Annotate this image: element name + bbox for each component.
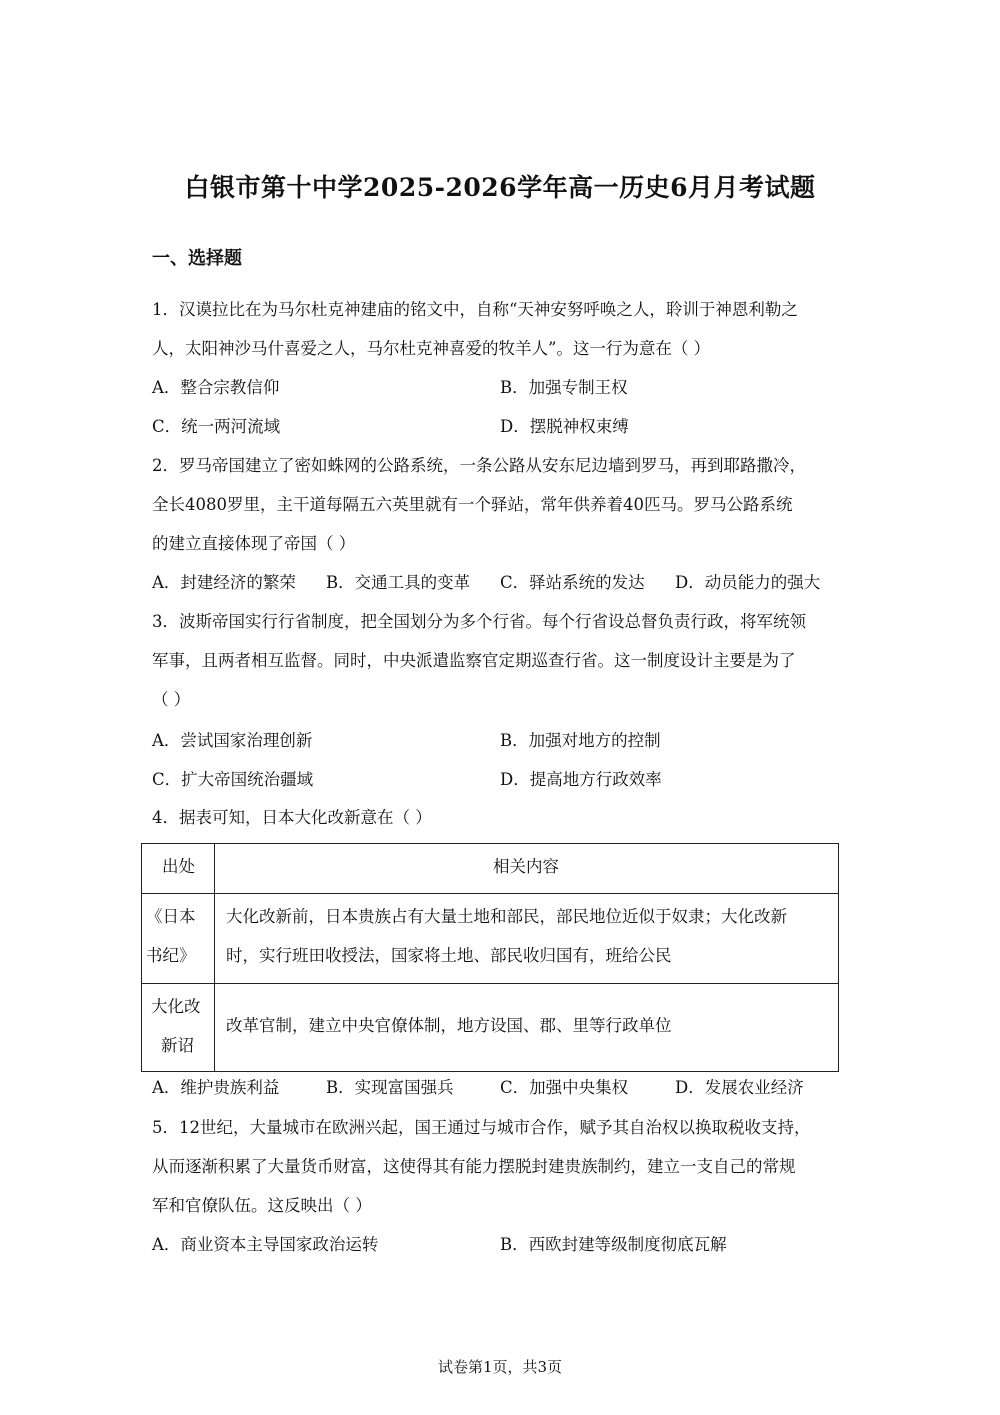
question-3-option-a: A．尝试国家治理创新: [152, 731, 313, 750]
question-3-option-d: D．提高地方行政效率: [500, 770, 662, 789]
table-column-divider: [214, 844, 215, 1071]
question-1-option-b: B．加强专制王权: [500, 378, 628, 397]
question-2-option-b: B．交通工具的变革: [326, 573, 471, 592]
table-row-2-source-line-1: 大化改: [151, 997, 201, 1016]
question-1-line-1: 1．汉谟拉比在为马尔杜克神建庙的铭文中，自称“天神安努呼唤之人，聆训于神恩利勒之: [152, 300, 798, 319]
question-1-option-d: D．摆脱神权束缚: [500, 417, 629, 436]
table-header-source: 出处: [162, 857, 195, 876]
page-title: 白银市第十中学2025-2026学年高一历史6月月考试题: [184, 173, 816, 202]
question-2-line-1: 2．罗马帝国建立了密如蛛网的公路系统，一条公路从安东尼边墙到罗马，再到耶路撒冷，: [152, 456, 806, 475]
question-3-option-c: C．扩大帝国统治疆域: [152, 770, 314, 789]
question-1-option-a: A．整合宗教信仰: [152, 378, 280, 397]
section-heading: 一、选择题: [152, 248, 242, 269]
table-row-divider: [142, 893, 838, 894]
question-3-option-b: B．加强对地方的控制: [500, 731, 661, 750]
question-5-line-3: 军和官僚队伍。这反映出（ ）: [152, 1196, 372, 1215]
table-row-divider: [142, 983, 838, 984]
question-5-option-a: A．商业资本主导国家政治运转: [152, 1235, 379, 1254]
table-row-1-source-line-1: 《日本: [146, 907, 196, 926]
question-4-option-b: B．实现富国强兵: [326, 1078, 454, 1097]
question-4-option-c: C．加强中央集权: [500, 1078, 629, 1097]
question-5-line-1: 5．12世纪，大量城市在欧洲兴起，国王通过与城市合作，赋予其自治权以换取税收支持，: [152, 1118, 811, 1137]
question-2-line-3: 的建立直接体现了帝国（ ）: [152, 534, 356, 553]
question-2-line-2: 全长4080罗里，主干道每隔五六英里就有一个驿站，常年供养着40匹马。罗马公路系统: [152, 495, 793, 514]
question-1-option-c: C．统一两河流域: [152, 417, 281, 436]
question-4-option-d: D．发展农业经济: [675, 1078, 804, 1097]
question-2-option-a: A．封建经济的繁荣: [152, 573, 296, 592]
question-4-option-a: A．维护贵族利益: [152, 1078, 280, 1097]
table-row-1-source-line-2: 书纪》: [146, 946, 196, 965]
question-3-line-2: 军事，且两者相互监督。同时，中央派遣监察官定期巡查行省。这一制度设计主要是为了: [152, 651, 796, 670]
table-row-2-content: 改革官制，建立中央官僚体制，地方设国、郡、里等行政单位: [226, 1016, 672, 1035]
question-3-line-3: （ ）: [152, 690, 191, 709]
question-1-line-2: 人，太阳神沙马什喜爱之人，马尔杜克神喜爱的牧羊人”。这一行为意在（ ）: [152, 339, 711, 358]
table-row-1-content-line-2: 时，实行班田收授法，国家将土地、部民收归国有，班给公民: [226, 946, 672, 965]
question-2-option-d: D．动员能力的强大: [675, 573, 821, 592]
table-header-content: 相关内容: [493, 857, 559, 876]
question-4-line-1: 4．据表可知，日本大化改新意在（ ）: [152, 808, 432, 827]
page-footer: 试卷第1页，共3页: [437, 1358, 563, 1376]
question-4-table: [141, 843, 839, 1072]
table-row-1-content-line-1: 大化改新前，日本贵族占有大量土地和部民，部民地位近似于奴隶；大化改新: [226, 907, 787, 926]
question-5-option-b: B．西欧封建等级制度彻底瓦解: [500, 1235, 727, 1254]
question-3-line-1: 3．波斯帝国实行行省制度，把全国划分为多个行省。每个行省设总督负责行政，将军统领: [152, 612, 806, 631]
question-5-line-2: 从而逐渐积累了大量货币财富，这使得其有能力摆脱封建贵族制约，建立一支自己的常规: [152, 1157, 796, 1176]
table-row-2-source-line-2: 新诏: [161, 1036, 194, 1055]
question-2-option-c: C．驿站系统的发达: [500, 573, 645, 592]
